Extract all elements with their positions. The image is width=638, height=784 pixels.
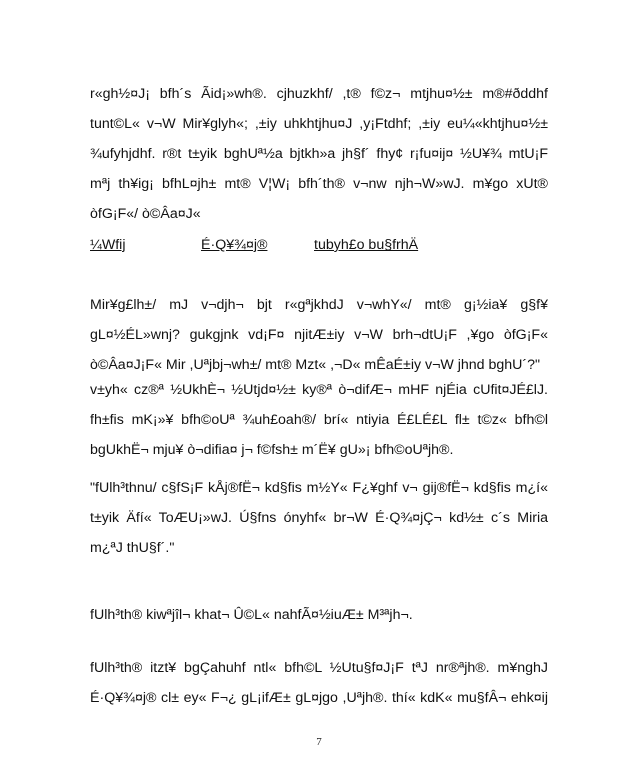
text-line: Mir¥g£lh±/ mJ v¬djh¬ bjt r«gªjkhdJ v¬whY«/ mt® g¡½ia¥ g§f¥	[90, 297, 548, 313]
text-line: bgUkhË¬ mju¥ ò¬difia¤ j¬ f©fsh± m´Ë¥ gU»¡ bfh©oUªjh®.	[90, 442, 454, 458]
page-number: 7	[316, 736, 322, 748]
text-line: É·Q¥¾¤j® cl± ey« F¬¿ gL¡ifÆ± gL¤jgo ,Uªjh®. thí« kdK« mu§fÂ¬ ehk¤ij	[90, 690, 548, 706]
paragraph-5	[90, 600, 548, 630]
text-line: fUlh³th® itzt¥ bgÇahuhf ntl« bfh©L ½Utu§f¤J¡F tªJ nr®ªjh®. m¥nghJ	[90, 660, 548, 676]
text-line: r«gh½¤J¡ bfh´s Ãid¡»wh®. cjhuzkhf/ ,t® f©z¬ mtjhu¤½± m®#ðddhf	[90, 86, 548, 102]
text-line: ò©Âa¤J¡F« Mir ,Uªjbj¬wh±/ mt® Mzt« ,¬D« mÊaÉ±iy v¬W jhnd bghU´?"	[90, 357, 541, 373]
link-text[interactable]: ¼Wfij	[90, 237, 126, 253]
paragraph-4	[90, 473, 548, 563]
paragraph-6	[90, 653, 548, 713]
link-text[interactable]: tubyh£o bu§frhÄ	[314, 237, 419, 253]
text-line: tunt©L« v¬W Mir¥glyh«; ,±iy uhkhtjhu¤J ,y¡Ftdhf; ,±iy eu¼«khtjhu¤½±	[90, 116, 548, 132]
text-line: mªj th¥ig¡ bfhL¤jh± mt® V¦W¡ bfh´th® v¬nw njh¬W»wJ. m¥go xUt®	[90, 176, 548, 192]
text-line: ¾ufyhjdhf. r®t t±yik bghUª½a bjtkh»a jh§f´ fhy¢ r¡fu¤ij¤ ½U¥¾ mtU¡F	[90, 146, 548, 162]
text-line: fUlh³th® kiwªjîl¬ khat¬ Û©L« nahfÃ¤½iuÆ± M³ªjh¬.	[90, 607, 413, 623]
text-line: fh±fis mK¡»¥ bfh©oUª ¾uh£oah®/ brí« ntiyia É£LÉ£L fl± t©z« bfh©l	[90, 412, 548, 428]
text-line: v±yh« cz®ª ½UkhÈ¬ ½Utjd¤½± ky®ª ò¬difÆ¬ mHF njÉia cUfit¤JÉ£lJ.	[90, 382, 548, 398]
paragraph-1	[90, 79, 548, 229]
text-line: t±yik Äfí« ToÆU¡»wJ. Ú§fns ónyhf« br¬W É·Q¾¤jÇ¬ kd½± c´s Miria	[90, 510, 548, 526]
paragraph-3	[90, 375, 548, 465]
text-line: gL¤½ÉL»wnj? gukgjnk vd¡F¤ njitÆ±iy v¬W brh¬dtU¡F ,¥go òfG¡F«	[90, 327, 548, 343]
paragraph-2	[90, 290, 548, 380]
text-line: òfG¡F«/ ò©Âa¤J«	[90, 206, 201, 222]
text-line: m¿ªJ thU§f´."	[90, 540, 175, 556]
text-line: "fUlh³thnu/ c§fS¡F kÅj®fË¬ kd§fis m½Y« F¿¥ghf v¬ gij®fË¬ kd§fis m¿í«	[90, 480, 548, 496]
link-text[interactable]: É·Q¥¾¤j®	[201, 237, 268, 253]
